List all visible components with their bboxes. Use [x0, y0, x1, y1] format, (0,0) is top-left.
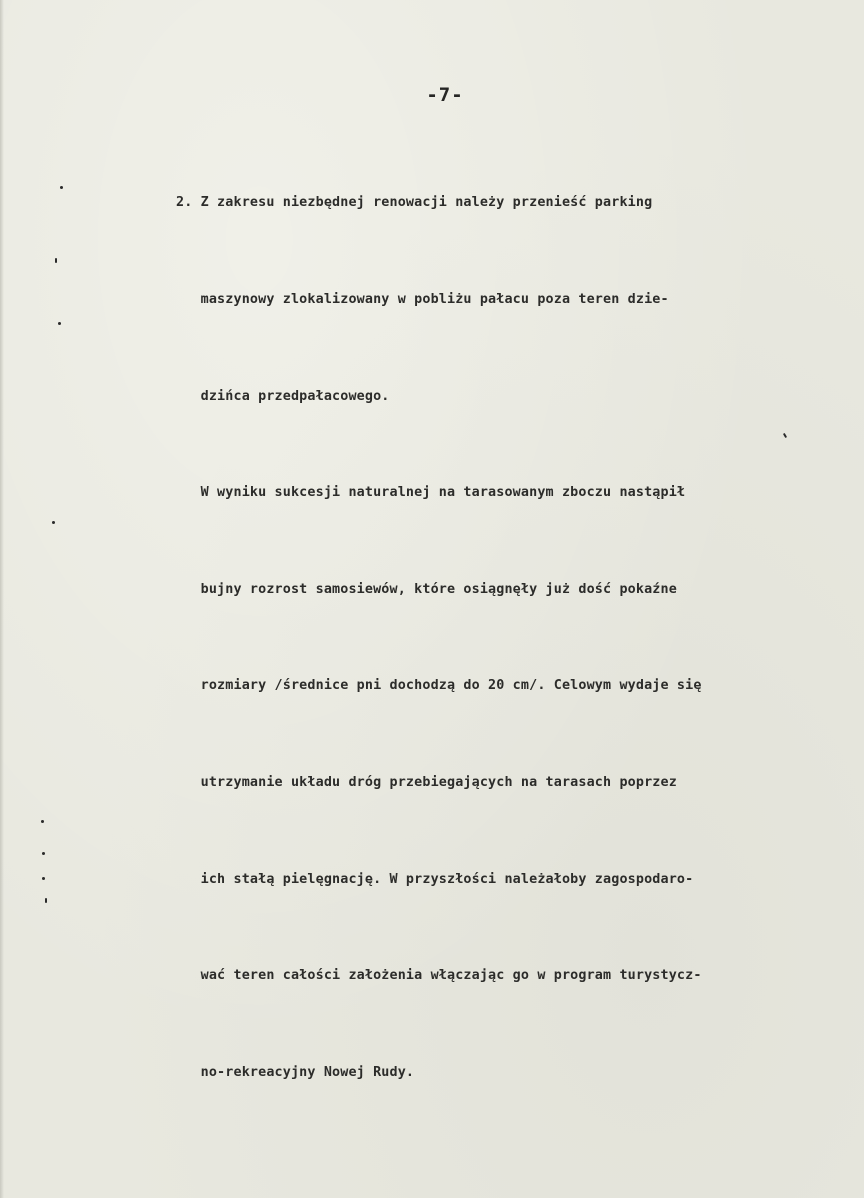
scan-speck	[60, 186, 63, 189]
scan-speck	[52, 521, 55, 524]
scan-speck	[45, 898, 47, 903]
scan-speck	[55, 258, 57, 263]
text-line: dzińca przedpałacowego.	[176, 388, 390, 404]
text-line: wać teren całości założenia włączając go w program turystycz-	[176, 968, 702, 984]
typed-text-block	[176, 123, 836, 1153]
text-line: bujny rozrost samosiewów, które osiągnęły już dość pokaźne	[176, 581, 677, 597]
scan-speck	[42, 877, 45, 880]
scan-speck	[58, 322, 61, 325]
text-line: utrzymanie układu dróg przebiegających na tarasach poprzez	[176, 774, 677, 790]
page-number: -7-	[426, 84, 464, 106]
page-edge-shadow	[0, 0, 4, 1198]
text-line: 2. Z zakresu niezbędnej renowacji należy przenieść parking	[176, 195, 653, 211]
text-line: W wyniku sukcesji naturalnej na tarasowanym zboczu nastąpił	[176, 485, 686, 501]
scan-speck	[41, 820, 44, 823]
text-line: maszynowy zlokalizowany w pobliżu pałacu poza teren dzie-	[176, 292, 669, 307]
text-line: no-rekreacyjny Nowej Rudy.	[176, 1064, 415, 1080]
text-line: ich stałą pielęgnację. W przyszłości należałoby zagospodaro-	[176, 871, 694, 887]
scan-speck	[42, 852, 45, 855]
text-line: rozmiary /średnice pni dochodzą do 20 cm/. Celowym wydaje się	[176, 678, 702, 694]
